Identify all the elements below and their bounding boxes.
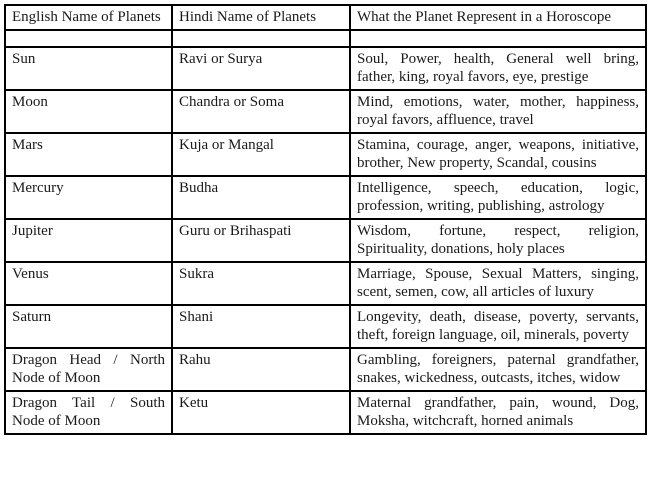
cell-meaning: Gambling, foreigners, paternal grandfather, snakes, wickedness, outcasts, itches, widow (350, 348, 646, 391)
table-row-moon (5, 90, 646, 133)
cell-meaning (350, 30, 646, 47)
cell-meaning: Intelligence, speech, education, logic, profession, writing, publishing, astrology (350, 176, 646, 219)
cell-hindi-name: Rahu (172, 348, 350, 391)
cell-english-name: Sun (5, 47, 172, 90)
table-row-spacer (5, 30, 646, 47)
cell-english-name: Venus (5, 262, 172, 305)
table-row-jupiter (5, 219, 646, 262)
column-header-english-name: English Name of Planets (5, 5, 172, 30)
cell-english-name: Dragon Tail / South Node of Moon (5, 391, 172, 434)
cell-english-name: Mercury (5, 176, 172, 219)
cell-english-name: Dragon Head / North Node of Moon (5, 348, 172, 391)
cell-english-name: Mars (5, 133, 172, 176)
cell-hindi-name: Budha (172, 176, 350, 219)
cell-meaning: Marriage, Spouse, Sexual Matters, singing, scent, semen, cow, all articles of luxury (350, 262, 646, 305)
cell-hindi-name (172, 30, 350, 47)
column-header-hindi-name: Hindi Name of Planets (172, 5, 350, 30)
cell-hindi-name: Guru or Brihaspati (172, 219, 350, 262)
table-row-sun (5, 47, 646, 90)
table-header-row (5, 5, 646, 30)
cell-english-name: Jupiter (5, 219, 172, 262)
column-header-meaning: What the Planet Represent in a Horoscope (350, 5, 646, 30)
cell-hindi-name: Kuja or Mangal (172, 133, 350, 176)
cell-english-name: Moon (5, 90, 172, 133)
table-row-rahu (5, 348, 646, 391)
cell-hindi-name: Ketu (172, 391, 350, 434)
table-row-saturn (5, 305, 646, 348)
cell-meaning: Wisdom, fortune, respect, religion, Spirituality, donations, holy places (350, 219, 646, 262)
table-row-venus (5, 262, 646, 305)
cell-meaning: Stamina, courage, anger, weapons, initiative, brother, New property, Scandal, cousins (350, 133, 646, 176)
cell-meaning: Mind, emotions, water, mother, happiness, royal favors, affluence, travel (350, 90, 646, 133)
cell-hindi-name: Shani (172, 305, 350, 348)
cell-meaning: Soul, Power, health, General well bring, father, king, royal favors, eye, prestige (350, 47, 646, 90)
cell-english-name: Saturn (5, 305, 172, 348)
planets-table (4, 4, 647, 435)
table-row-ketu (5, 391, 646, 434)
table-row-mars (5, 133, 646, 176)
cell-hindi-name: Ravi or Surya (172, 47, 350, 90)
table-row-mercury (5, 176, 646, 219)
cell-meaning: Longevity, death, disease, poverty, servants, theft, foreign language, oil, minerals, poverty (350, 305, 646, 348)
cell-english-name (5, 30, 172, 47)
cell-hindi-name: Sukra (172, 262, 350, 305)
cell-hindi-name: Chandra or Soma (172, 90, 350, 133)
cell-meaning: Maternal grandfather, pain, wound, Dog, Moksha, witchcraft, horned animals (350, 391, 646, 434)
